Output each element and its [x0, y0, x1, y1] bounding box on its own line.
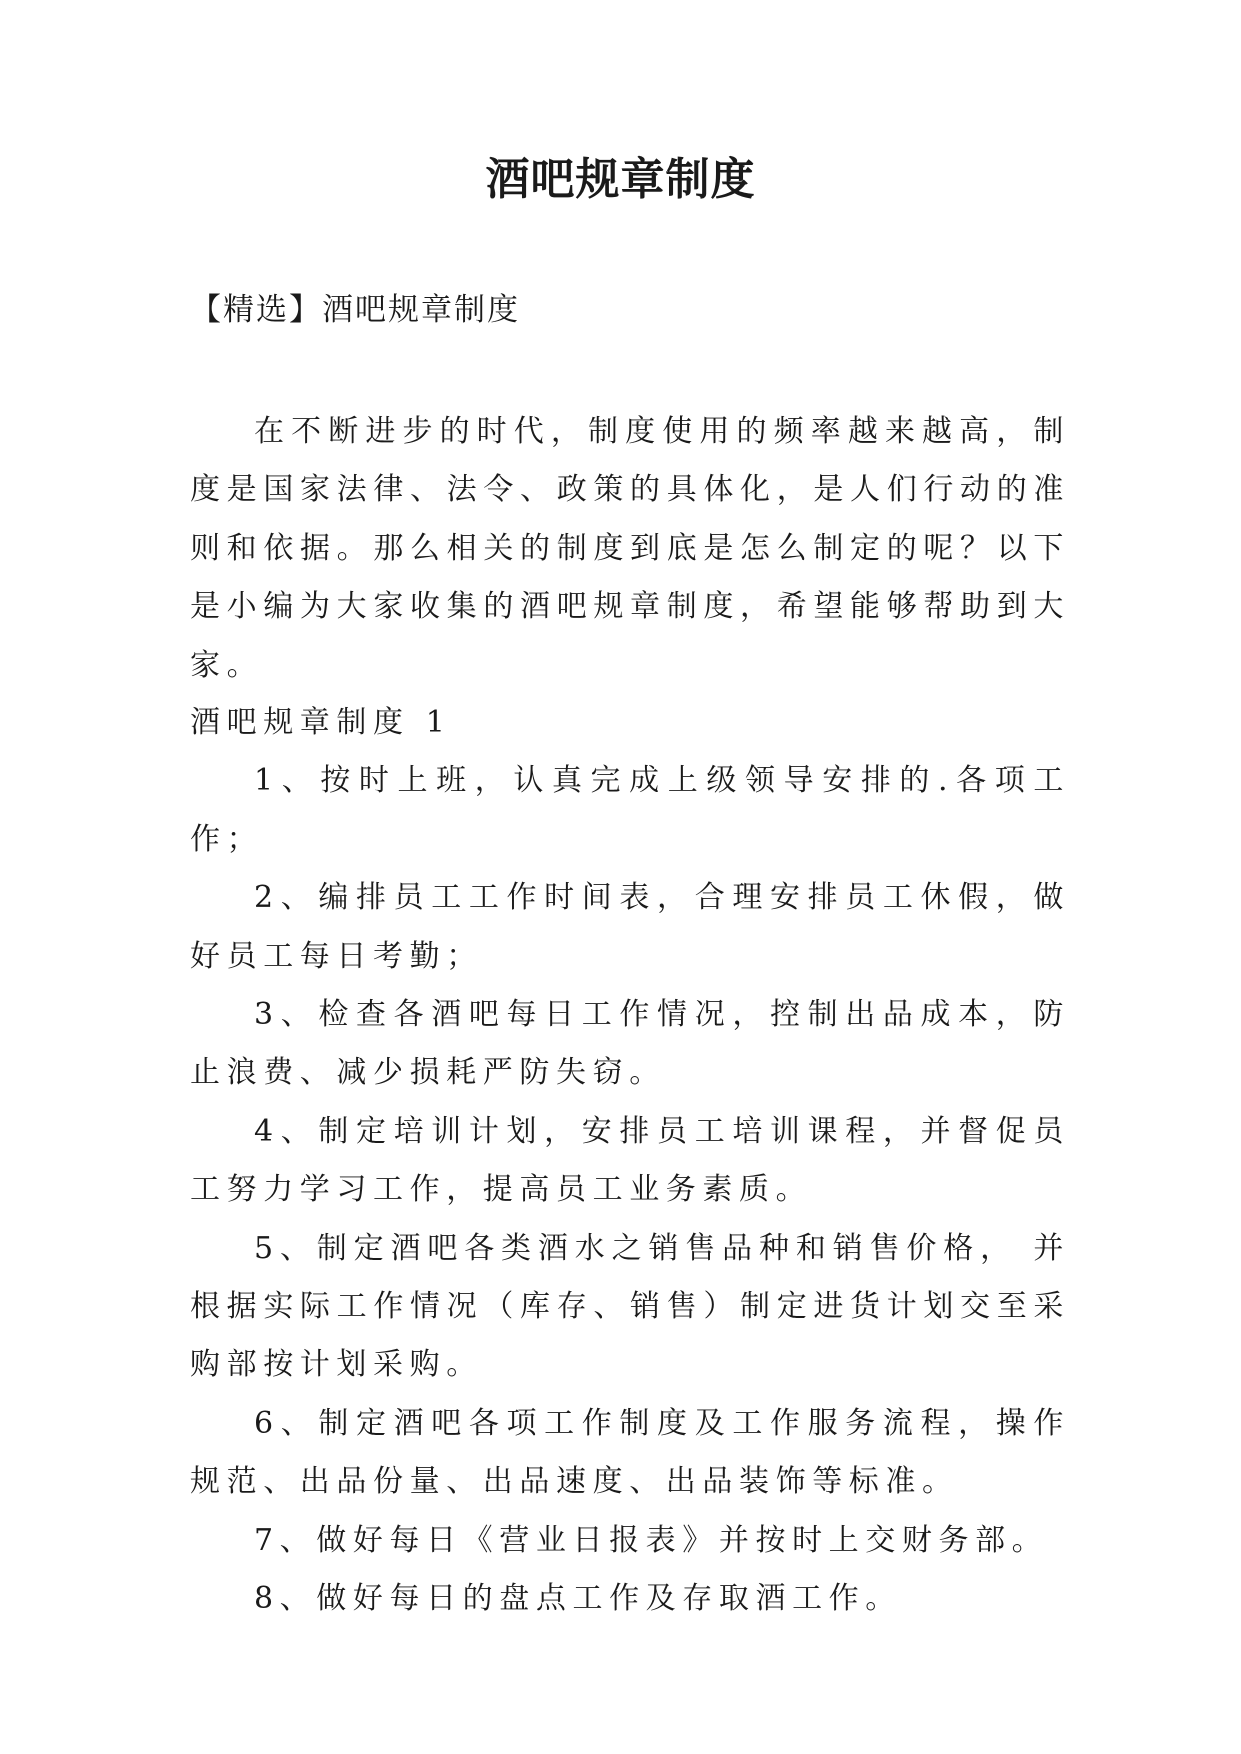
document-subtitle: 【精选】酒吧规章制度	[190, 292, 520, 328]
list-item: 6、制定酒吧各项工作制度及工作服务流程，操作规范、出品份量、出品速度、出品装饰等标准。	[190, 1405, 1070, 1500]
list-item: 4、制定培训计划，安排员工培训课程，并督促员工努力学习工作，提高员工业务素质。	[190, 1113, 1070, 1208]
list-item: 5、制定酒吧各类酒水之销售品种和销售价格， 并根据实际工作情况（库存、销售）制定进货计划交至采购部按计划采购。	[190, 1230, 1070, 1383]
list-item: 1、按时上班，认真完成上级领导安排的.各项工作；	[190, 763, 1070, 857]
section-heading: 酒吧规章制度 1	[190, 705, 452, 740]
document-title: 酒吧规章制度	[485, 154, 756, 205]
list-item: 2、编排员工工作时间表，合理安排员工休假，做好员工每日考勤；	[190, 880, 1070, 974]
list-item: 7、做好每日《营业日报表》并按时上交财务部。	[254, 1522, 1049, 1558]
list-item: 3、检查各酒吧每日工作情况，控制出品成本，防止浪费、减少损耗严防失窃。	[190, 997, 1070, 1091]
intro-block	[190, 403, 1070, 695]
list-item: 8、做好每日的盘点工作及存取酒工作。	[254, 1581, 902, 1617]
intro-paragraph: 在不断进步的时代，制度使用的频率越来越高，制度是国家法律、法令、政策的具体化，是人们行动的准则和依据。那么相关的制度到底是怎么制定的呢？以下是小编为大家收集的酒吧规章制度，希望能够帮助到大家。	[190, 414, 1070, 683]
section-block	[190, 694, 1070, 1629]
